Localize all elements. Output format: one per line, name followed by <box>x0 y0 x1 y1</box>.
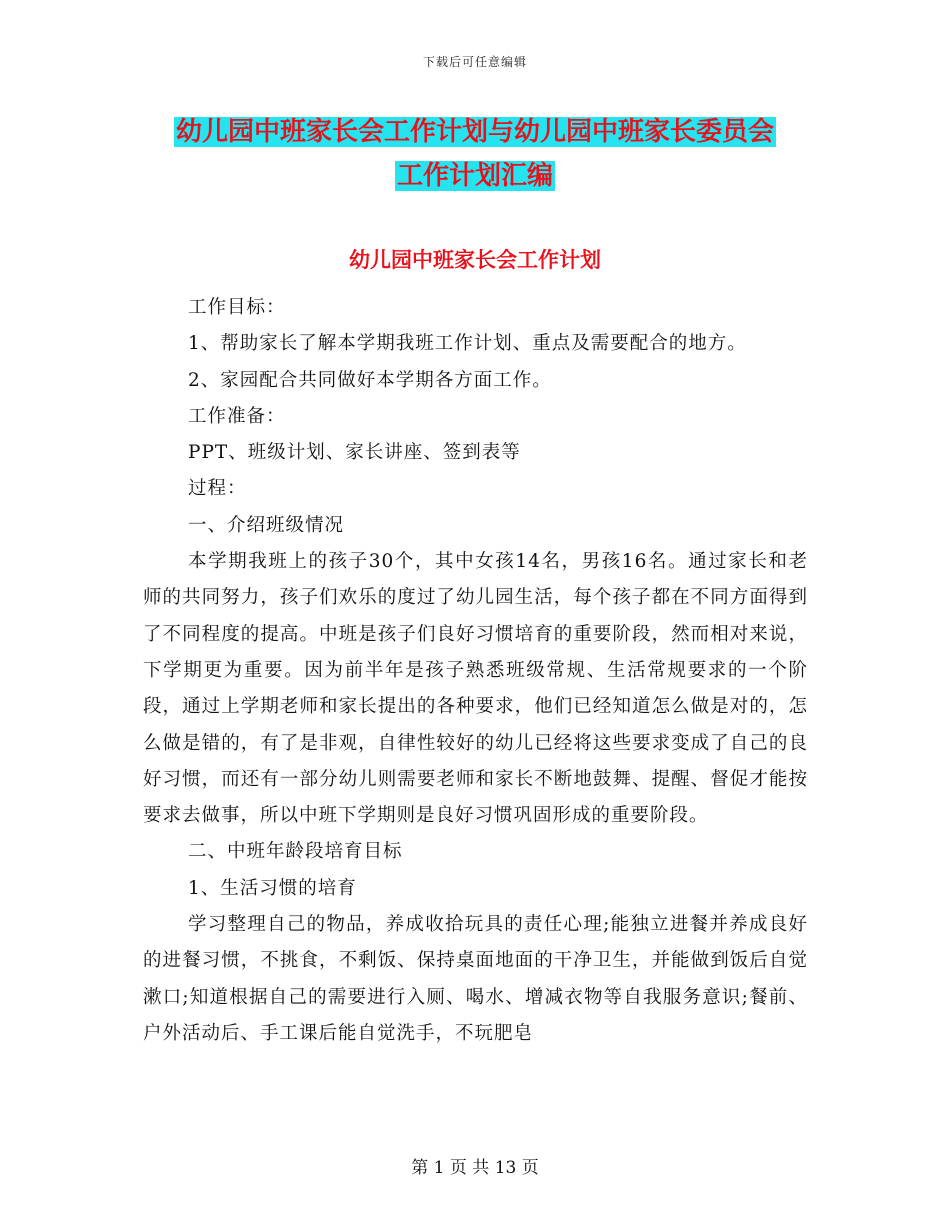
section-title: 幼儿园中班家长会工作计划 <box>349 248 601 272</box>
paragraph: 本学期我班上的孩子30个，其中女孩14名，男孩16名。通过家长和老师的共同努力，孩子们欢乐的度过了幼儿园生活，每个孩子都在不同方面得到了不同程度的提高。中班是孩子们良好习惯培育的重要阶段，然而相对来说，下学期更为重要。因为前半年是孩子熟悉班级常规、生活常规要求的一个阶段，通过上学期老师和家长提出的各种要求，他们已经知道怎么做是对的，怎么做是错的，有了是非观，自律性较好的幼儿已经将这些要求变成了自己的良好习惯，而还有一部分幼儿则需要老师和家长不断地鼓舞、提醒、督促才能按要求去做事，所以中班下学期则是良好习惯巩固形成的重要阶段。 <box>143 551 808 827</box>
paragraph: PPT、班级计划、家长讲座、签到表等 <box>188 442 521 464</box>
paragraph: 工作目标： <box>188 297 286 318</box>
paragraph: 二、中班年龄段培育目标 <box>188 841 403 863</box>
document-title-line-2: 工作计划汇编 <box>396 161 553 191</box>
document-title-line-1: 幼儿园中班家长会工作计划与幼儿园中班家长委员会 <box>175 117 774 147</box>
body-text <box>143 290 808 1052</box>
page-footer: 第 1 页 共 13 页 <box>411 1158 539 1178</box>
header-note: 下载后可任意编辑 <box>422 55 527 69</box>
paragraph: 2、家园配合共同做好本学期各方面工作。 <box>188 369 552 391</box>
paragraph: 1、帮助家长了解本学期我班工作计划、重点及需要配合的地方。 <box>188 333 747 355</box>
document-title <box>0 110 950 198</box>
paragraph: 一、介绍班级情况 <box>188 514 345 536</box>
paragraph: 学习整理自己的物品，养成收拾玩具的责任心理;能独立进餐并养成良好的进餐习惯，不挑食，不剩饭、保持桌面地面的干净卫生，并能做到饭后自觉漱口;知道根据自己的需要进行入厕、喝水、增减衣物等自我服务意识;餐前、户外活动后、手工课后能自觉洗手，不玩肥皂 <box>143 914 808 1044</box>
paragraph: 工作准备： <box>188 405 286 427</box>
paragraph: 过程： <box>188 478 247 500</box>
paragraph: 1、生活习惯的培育 <box>188 877 357 899</box>
